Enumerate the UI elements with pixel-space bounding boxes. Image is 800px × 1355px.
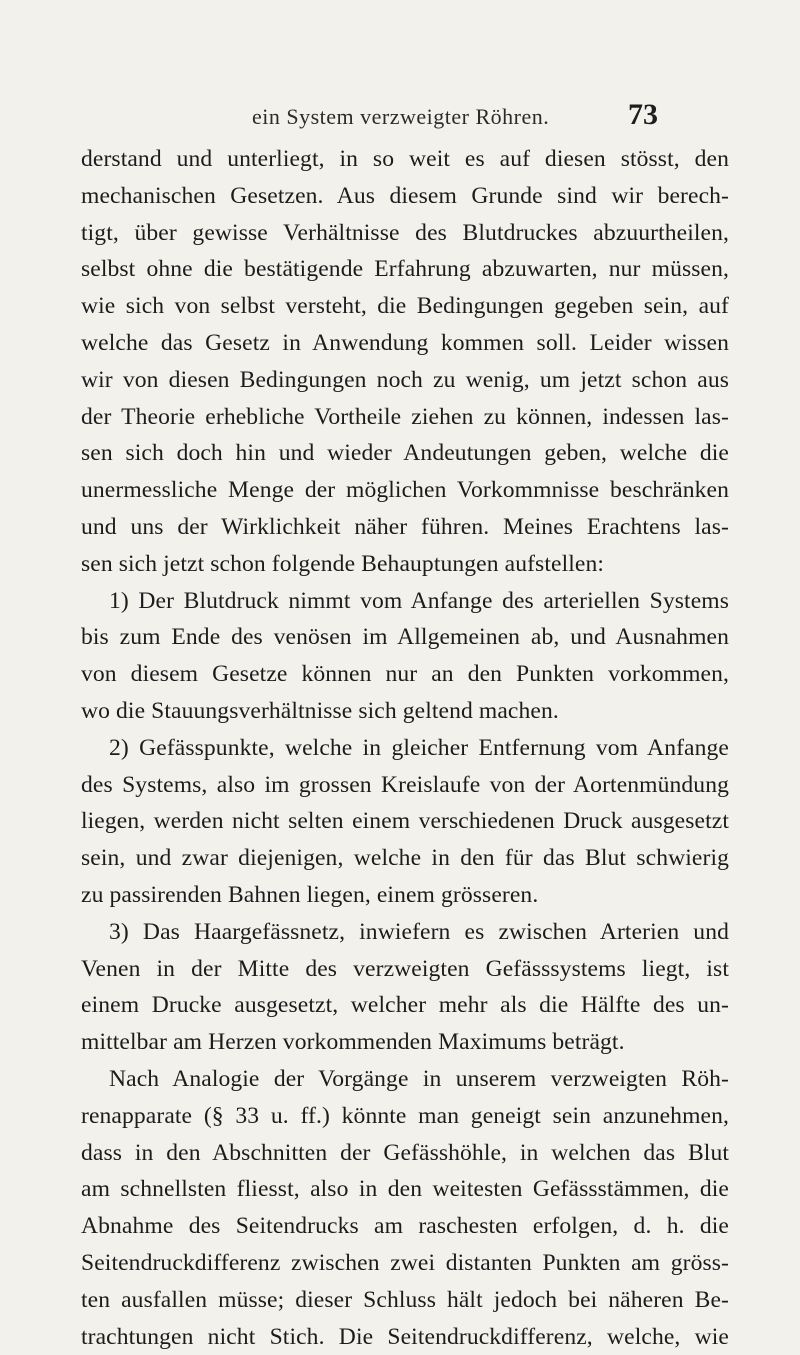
text-line: unermessliche Menge der möglichen Vorkommnisse beschränken xyxy=(81,472,729,509)
text-line: wir von diesen Bedingungen noch zu wenig, um jetzt schon aus xyxy=(81,362,729,399)
text-line: von diesem Gesetze können nur an den Punkten vorkommen, xyxy=(81,656,729,693)
text-line: mechanischen Gesetzen. Aus diesem Grunde sind wir berech- xyxy=(81,178,729,215)
text-line: 3) Das Haargefässnetz, inwiefern es zwischen Arterien und xyxy=(81,914,729,951)
text-line: ten ausfallen müsse; dieser Schluss hält jedoch bei näheren Be- xyxy=(81,1282,729,1319)
text-line: Abnahme des Seitendrucks am raschesten erfolgen, d. h. die xyxy=(81,1208,729,1245)
text-line: der Theorie erhebliche Vortheile ziehen zu können, indessen las- xyxy=(81,399,729,436)
text-line: am schnellsten fliesst, also in den weitesten Gefässstämmen, die xyxy=(81,1171,729,1208)
text-line: wie sich von selbst versteht, die Bedingungen gegeben sein, auf xyxy=(81,288,729,325)
text-line: und uns der Wirklichkeit näher führen. Meines Erachtens las- xyxy=(81,509,729,546)
text-line: mittelbar am Herzen vorkommenden Maximums beträgt. xyxy=(81,1024,729,1061)
text-line: sen sich doch hin und wieder Andeutungen geben, welche die xyxy=(81,435,729,472)
text-line: renapparate (§ 33 u. ff.) könnte man geneigt sein anzunehmen, xyxy=(81,1098,729,1135)
page-number: 73 xyxy=(628,98,658,132)
text-line: zu passirenden Bahnen liegen, einem grösseren. xyxy=(81,877,729,914)
text-line: tigt, über gewisse Verhältnisse des Blutdruckes abzuurtheilen, xyxy=(81,215,729,252)
text-line: dass in den Abschnitten der Gefässhöhle, in welchen das Blut xyxy=(81,1135,729,1172)
text-line: sein, und zwar diejenigen, welche in den für das Blut schwierig xyxy=(81,840,729,877)
text-line: 2) Gefässpunkte, welche in gleicher Entfernung vom Anfange xyxy=(81,730,729,767)
text-line: sen sich jetzt schon folgende Behauptungen aufstellen: xyxy=(81,546,729,583)
text-line: Nach Analogie der Vorgänge in unserem verzweigten Röh- xyxy=(81,1061,729,1098)
text-line: trachtungen nicht Stich. Die Seitendruckdifferenz, welche, wie xyxy=(81,1319,729,1355)
text-line: Venen in der Mitte des verzweigten Gefässsystems liegt, ist xyxy=(81,951,729,988)
text-line: wo die Stauungsverhältnisse sich geltend machen. xyxy=(81,693,729,730)
running-title: ein System verzweigter Röhren. xyxy=(252,104,549,130)
running-head xyxy=(160,98,800,138)
text-line: des Systems, also im grossen Kreislaufe von der Aortenmündung xyxy=(81,767,729,804)
text-line: bis zum Ende des venösen im Allgemeinen ab, und Ausnahmen xyxy=(81,619,729,656)
text-line: selbst ohne die bestätigende Erfahrung abzuwarten, nur müssen, xyxy=(81,251,729,288)
text-line: welche das Gesetz in Anwendung kommen soll. Leider wissen xyxy=(81,325,729,362)
text-line: Seitendruckdifferenz zwischen zwei distanten Punkten am gröss- xyxy=(81,1245,729,1282)
text-line: liegen, werden nicht selten einem verschiedenen Druck ausgesetzt xyxy=(81,803,729,840)
text-line: einem Drucke ausgesetzt, welcher mehr als die Hälfte des un- xyxy=(81,987,729,1024)
body-text xyxy=(81,141,729,1355)
text-line: derstand und unterliegt, in so weit es auf diesen stösst, den xyxy=(81,141,729,178)
text-line: 1) Der Blutdruck nimmt vom Anfange des arteriellen Systems xyxy=(81,583,729,620)
